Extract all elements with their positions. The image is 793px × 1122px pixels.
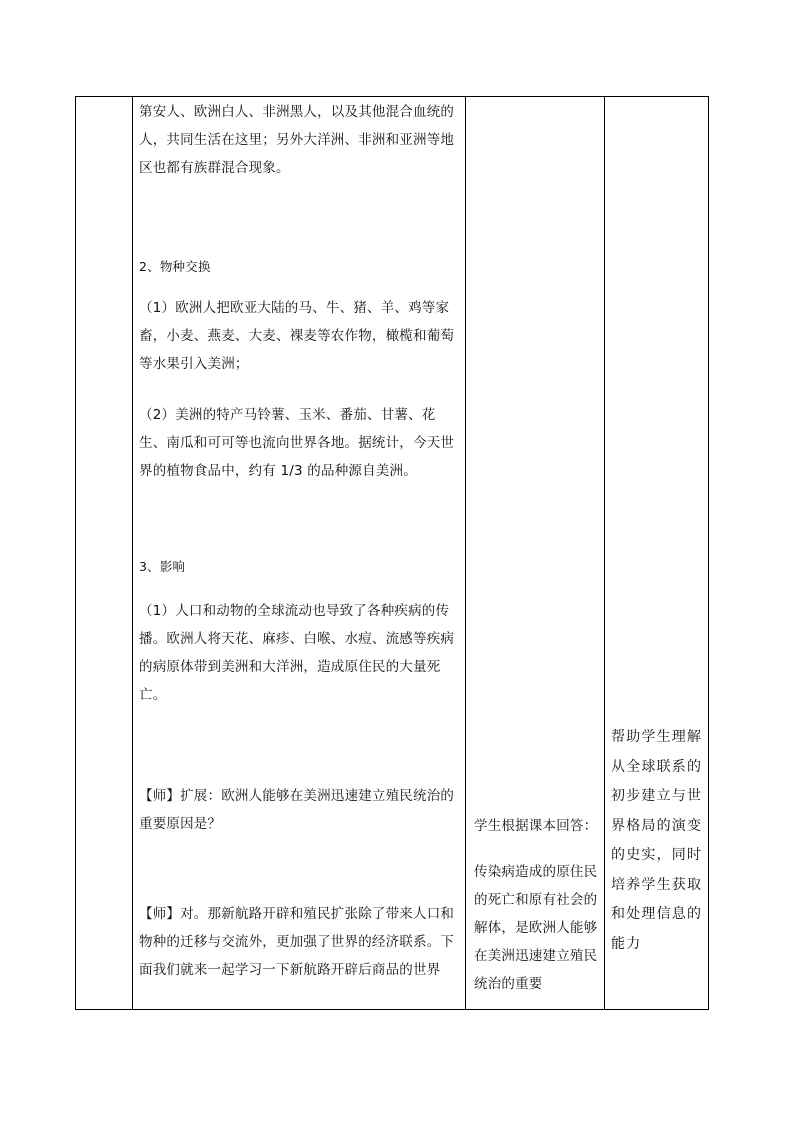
impact-heading: 3、影响 [139, 559, 186, 574]
lesson-plan-table [75, 96, 709, 1010]
impact-paragraph-1: （1）人口和动物的全球流动也导致了各种疾病的传播。欧洲人将天花、麻疹、白喉、水痘、流感等疾病的病原体带到美洲和大洋洲，造成原住民的大量死亡。 [139, 603, 455, 703]
species-exchange-heading: 2、物种交换 [139, 259, 211, 274]
teacher-question-paragraph: 【师】扩展：欧洲人能够在美洲迅速建立殖民统治的重要原因是？ [139, 788, 455, 832]
student-answer-text: 传染病造成的原住民的死亡和原有社会的解体，是欧洲人能够在美洲迅速建立殖民统治的重要 [474, 864, 598, 992]
design-purpose-text: 帮助学生理解从全球联系的初步建立与世界格局的演变的史实，同时培养学生获取和处理信息的能力 [611, 729, 703, 952]
table-column-design-purpose [605, 97, 709, 1009]
teacher-transition-paragraph: 【师】对。那新航路开辟和殖民扩张除了带来人口和物种的迁移与交流外，更加强了世界的经济联系。下面我们就来一起学习一下新航路开辟后商品的世界 [139, 906, 455, 978]
table-column-teaching-content [133, 97, 466, 1009]
species-paragraph-1: （1）欧洲人把欧亚大陆的马、牛、猪、羊、鸡等家畜，小麦、燕麦、大麦、裸麦等农作物，橄榄和葡萄等水果引入美洲； [139, 300, 455, 372]
table-column-section [76, 97, 133, 1009]
intro-paragraph: 第安人、欧洲白人、非洲黑人，以及其他混合血统的人，共同生活在这里；另外大洋洲、非洲和亚洲等地区也都有族群混合现象。 [139, 104, 455, 176]
student-answer-label: 学生根据课本回答： [474, 818, 598, 834]
table-column-student-activity [466, 97, 605, 1009]
species-paragraph-2: （2）美洲的特产马铃薯、玉米、番茄、甘薯、花生、南瓜和可可等也流向世界各地。据统计，今天世界的植物食品中，约有 1/3 的品种源自美洲。 [139, 407, 455, 479]
